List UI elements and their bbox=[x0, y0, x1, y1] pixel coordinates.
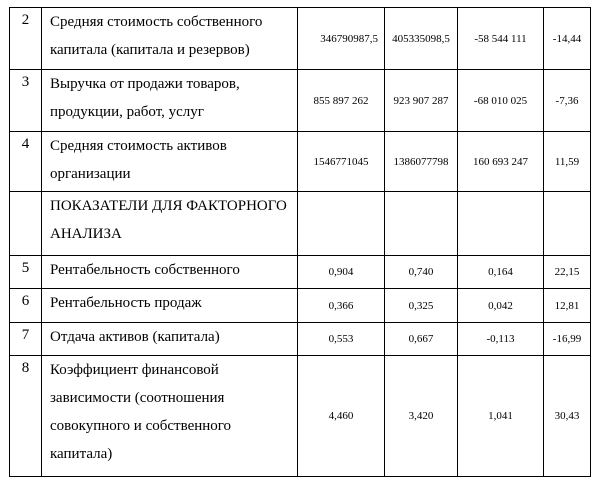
change-cell: 160 693 247 bbox=[458, 132, 544, 192]
change-cell: 1,041 bbox=[458, 356, 544, 477]
row-number: 2 bbox=[10, 8, 42, 70]
change-cell: 0,164 bbox=[458, 256, 544, 289]
section-title: ПОКАЗАТЕЛИ ДЛЯ ФАКТОРНОГО АНАЛИЗА bbox=[42, 192, 298, 256]
percent-cell: 11,59 bbox=[544, 132, 591, 192]
section-header-row bbox=[10, 192, 591, 256]
percent-cell: -7,36 bbox=[544, 70, 591, 132]
indicator-name: Отдача активов (капитала) bbox=[42, 323, 298, 356]
value-cell: 1546771045 bbox=[298, 132, 385, 192]
table-row bbox=[10, 70, 591, 132]
table-row bbox=[10, 323, 591, 356]
indicator-name: Средняя стоимость активов организации bbox=[42, 132, 298, 192]
table-row bbox=[10, 8, 591, 70]
change-cell: -68 010 025 bbox=[458, 70, 544, 132]
row-number bbox=[10, 192, 42, 256]
value-cell: 0,366 bbox=[298, 289, 385, 323]
change-cell: 0,042 bbox=[458, 289, 544, 323]
table-row bbox=[10, 132, 591, 192]
value-cell: 1386077798 bbox=[385, 132, 458, 192]
percent-cell bbox=[544, 192, 591, 256]
change-cell bbox=[458, 192, 544, 256]
value-cell: 923 907 287 bbox=[385, 70, 458, 132]
indicator-name: Средняя стоимость собственного капитала (капитала и резервов) bbox=[42, 8, 298, 70]
percent-cell: -14,44 bbox=[544, 8, 591, 70]
financial-indicators-table bbox=[9, 7, 591, 477]
table-row bbox=[10, 356, 591, 477]
row-number: 3 bbox=[10, 70, 42, 132]
row-number: 4 bbox=[10, 132, 42, 192]
value-cell: 855 897 262 bbox=[298, 70, 385, 132]
table-row bbox=[10, 289, 591, 323]
change-cell: -58 544 111 bbox=[458, 8, 544, 70]
value-cell: 0,904 bbox=[298, 256, 385, 289]
value-cell bbox=[298, 192, 385, 256]
value-cell: 0,667 bbox=[385, 323, 458, 356]
value-cell: 0,740 bbox=[385, 256, 458, 289]
table-row bbox=[10, 256, 591, 289]
indicator-name: Коэффициент финансовой зависимости (соотношения совокупного и собственного капитала) bbox=[42, 356, 298, 477]
value-cell: 405335098,5 bbox=[385, 8, 458, 70]
row-number: 6 bbox=[10, 289, 42, 323]
percent-cell: 12,81 bbox=[544, 289, 591, 323]
value-cell bbox=[385, 192, 458, 256]
indicator-name: Рентабельность собственного bbox=[42, 256, 298, 289]
indicator-name: Рентабельность продаж bbox=[42, 289, 298, 323]
value-cell: 4,460 bbox=[298, 356, 385, 477]
row-number: 7 bbox=[10, 323, 42, 356]
percent-cell: 22,15 bbox=[544, 256, 591, 289]
percent-cell: 30,43 bbox=[544, 356, 591, 477]
indicator-name: Выручка от продажи товаров, продукции, работ, услуг bbox=[42, 70, 298, 132]
value-cell: 0,325 bbox=[385, 289, 458, 323]
row-number: 5 bbox=[10, 256, 42, 289]
value-cell: 346790987,5 bbox=[298, 8, 385, 70]
value-cell: 0,553 bbox=[298, 323, 385, 356]
value-cell: 3,420 bbox=[385, 356, 458, 477]
percent-cell: -16,99 bbox=[544, 323, 591, 356]
change-cell: -0,113 bbox=[458, 323, 544, 356]
row-number: 8 bbox=[10, 356, 42, 477]
